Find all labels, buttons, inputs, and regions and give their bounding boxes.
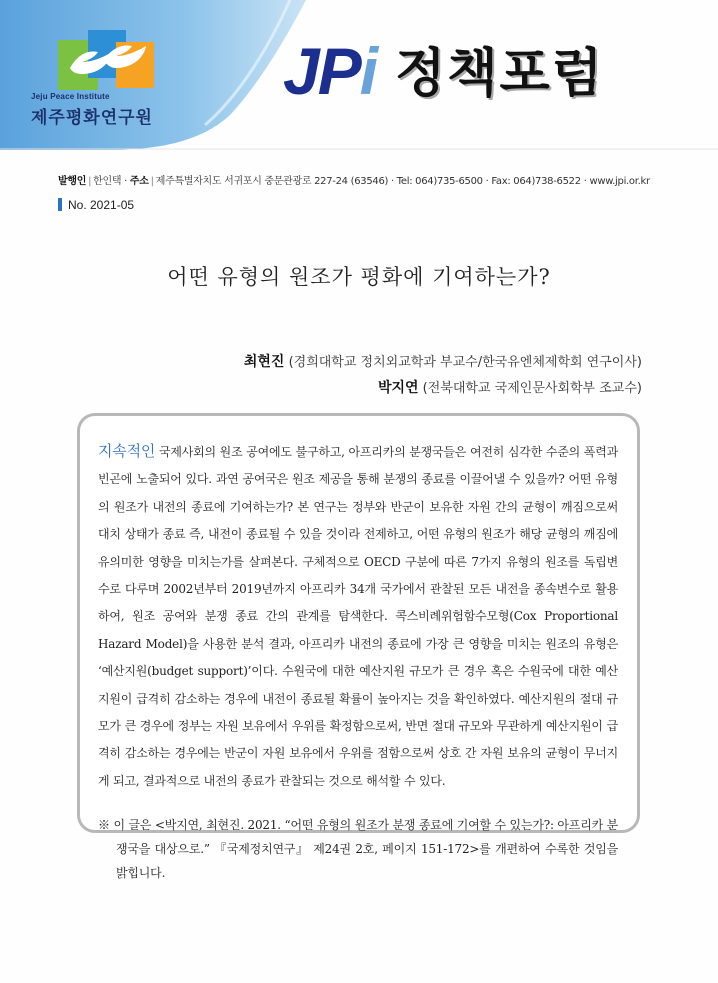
issue-number-text: No. 2021-05 — [68, 198, 135, 212]
brand-letter-i: i — [359, 34, 377, 108]
abstract-text: 국제사회의 원조 공여에도 불구하고, 아프리카의 분쟁국들은 여전히 심각한 수준의 폭력과 빈곤에 노출되어 있다. 과연 공여국은 원조 제공을 통해 분쟁의 종료를 이끌어낼 수 있을까? 어떤 유형의 원조가 내전의 종료에 기여하는가? 본 연구는 정부와 반군이 보유한 자원 간의 균형이 깨짐으로써 대치 상태가 종료 즉, 내전이 종료될 수 있을 것이라 전제하고, 어떤 유형의 원조가 해당 균형의 깨짐에 유의미한 영향을 미치는가를 살펴본다. 구체적으로 OECD 구분에 따른 7가지 유형의 원조를 독립변수로 다루며 2002년부터 2019년까지 아프리카 34개 국가에서 관찰된 모든 내전을 종속변수로 활용하여, 원조 공여와 분쟁 종료 간의 관계를 탐색한다. 콕스비례위험함수모형(Cox Proportional Hazard Model)을 사용한 분석 결과, 아프리카 내전의 종료에 가장 큰 영향을 미치는 원조의 유형은 ‘예산지원(budget support)’이다. 수원국에 대한 예산지원 규모가 큰 경우 혹은 수원국에 대한 예산지원이 급격히 감소하는 경우에 내전이 종료될 확률이 높아지는 것을 확인하였다. 예산지원의 절대 규모가 큰 경우에 정부는 자원 보유에서 우위를 확정함으로써, 반면 절대 규모와 무관하게 예산지원이 급격히 감소하는 경우에는 반군이 자원 보유에서 우위를 점함으로써 상호 간 자원 보유의 균형이 무너지게 되고, 결과적으로 내전의 종료가 관찰되는 것으로 해석할 수 있다. — [98, 445, 618, 788]
institute-korean-name: 제주평화연구원 — [31, 108, 153, 128]
author-affiliation: (경희대학교 정치외교학과 부교수/한국유엔체제학회 연구이사) — [288, 355, 642, 370]
brand-letter-j: J — [283, 34, 318, 108]
abstract-box — [77, 413, 640, 881]
brand-letter-p: P — [317, 34, 360, 108]
publication-info: 발행인 | 한인택 · 주소 | 제주특별자치도 서귀포시 중문관광로 227-24 (63546) · Tel: 064)735-6500 · Fax: 064)738-6522 · www.jpi.or.kr — [58, 176, 650, 187]
publisher-label: 발행인 — [58, 176, 87, 187]
issue-marker — [58, 198, 62, 211]
address: 제주특별자치도 서귀포시 중문관광로 227-24 (63546) — [155, 176, 389, 187]
website-link[interactable]: www.jpi.or.kr — [589, 176, 650, 187]
institute-english-name: Jeju Peace Institute — [31, 92, 110, 101]
abstract-paragraph — [98, 438, 618, 795]
author-line — [244, 351, 642, 371]
issue-number — [58, 198, 134, 212]
article-title: 어떤 유형의 원조가 평화에 기여하는가? — [167, 265, 551, 289]
author-line — [378, 377, 642, 397]
fax: Fax: 064)738-6522 — [491, 176, 581, 187]
jpi-brand-mark — [283, 34, 377, 108]
publisher-name: 한인택 — [93, 176, 122, 187]
abstract-lead-word: 지속적인 — [98, 442, 156, 460]
series-title: 정책포럼 — [395, 44, 604, 104]
telephone: Tel: 064)735-6500 — [396, 176, 483, 187]
author-name: 박지연 — [377, 380, 419, 396]
address-label: 주소 — [129, 176, 149, 187]
source-note: ※ 이 글은 <박지연, 최현진. 2021. “어떤 유형의 원조가 분쟁 종료에 기여할 수 있는가?: 아프리카 분쟁국을 대상으로.” 『국제정치연구』 제24권 2호, 페이지 151-172>를 개편하여 수록한 것임을 밝힙니다. — [98, 818, 618, 881]
author-name: 최현진 — [243, 354, 285, 370]
jpi-logo-icon — [58, 30, 158, 100]
author-affiliation: (전북대학교 국제인문사회학부 조교수) — [422, 381, 642, 396]
